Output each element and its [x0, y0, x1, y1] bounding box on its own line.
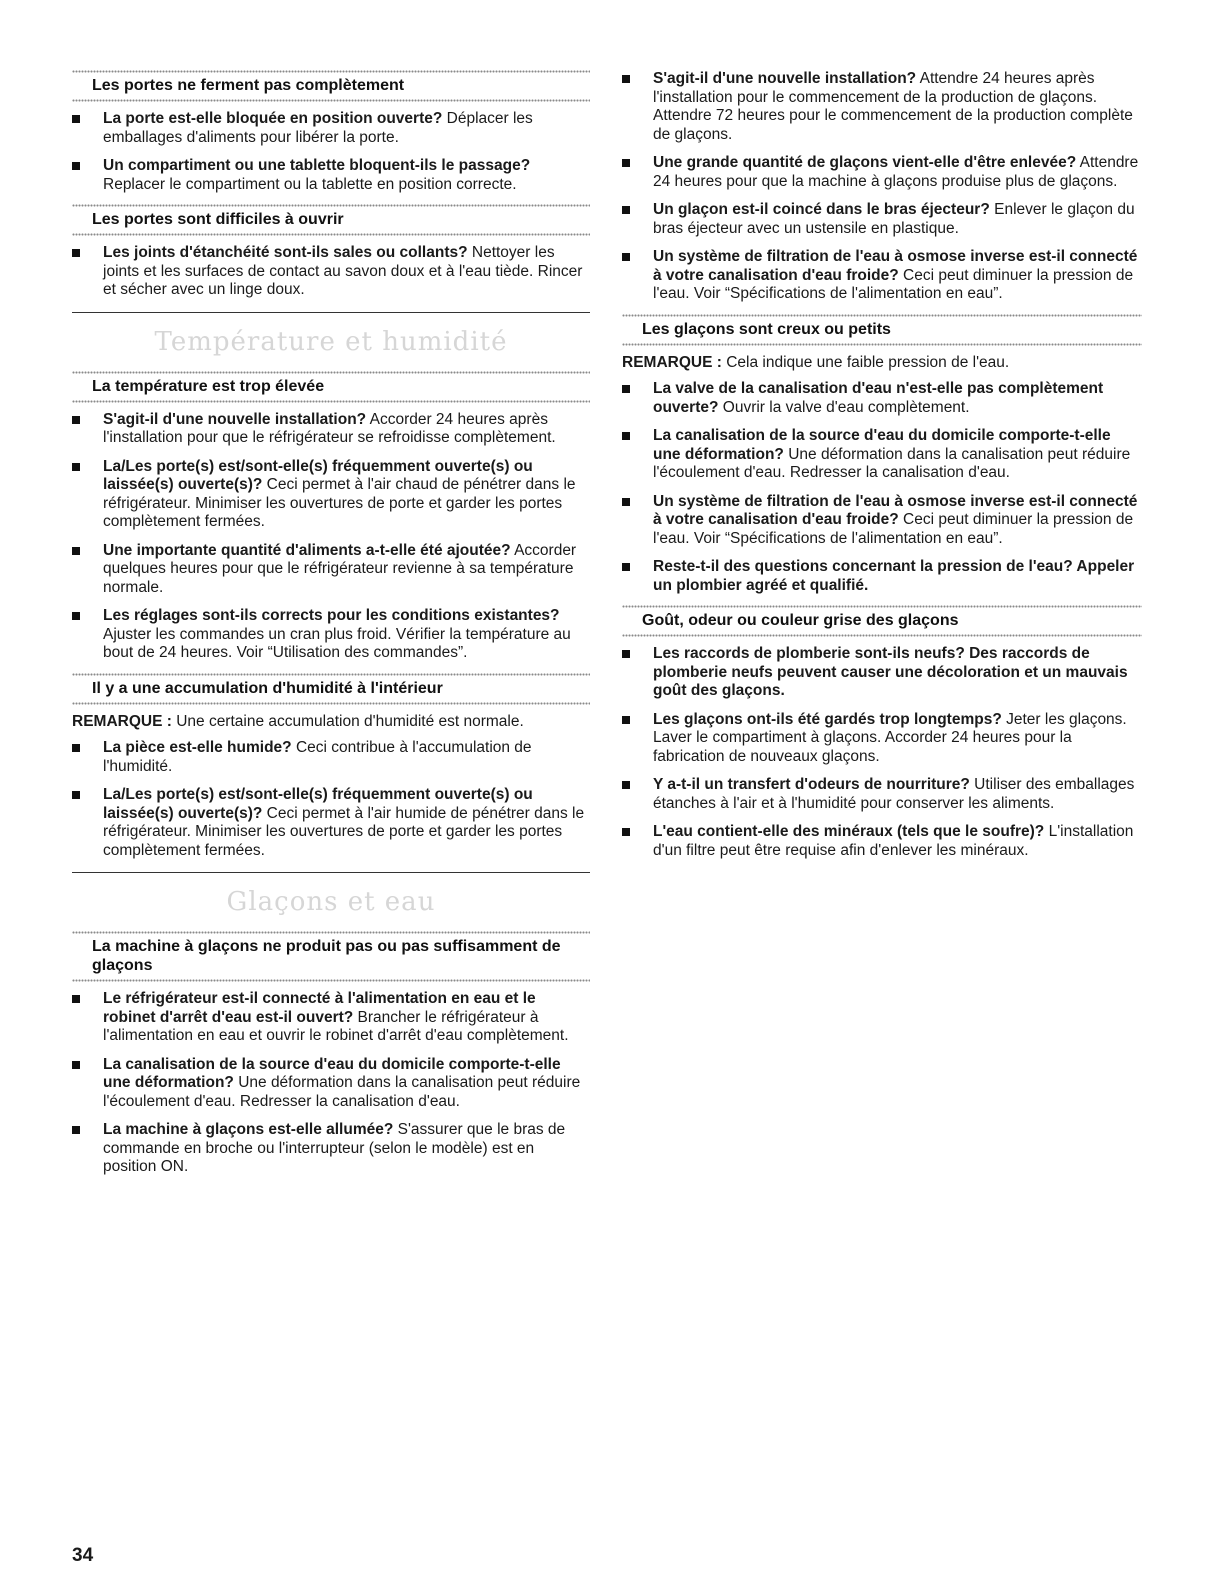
divider: [72, 979, 590, 982]
subheading-hollow-ice: Les glaçons sont creux ou petits: [642, 320, 891, 338]
list-item: L'eau contient-elle des minéraux (tels que le soufre)? L'installation d'un filtre peut être requise afin d'enlever les minéraux.: [622, 823, 1142, 860]
taste-list: [622, 645, 1142, 860]
list-item: Un système de filtration de l'eau à osmose inverse est-il connecté à votre canalisation d'eau froide? Ceci peut diminuer la pression de l'eau. Voir “Spécifications de l'alimentation en eau”.: [622, 493, 1142, 549]
list-item: La canalisation de la source d'eau du domicile comporte-t-elle une déformation? Une déformation dans la canalisation peut réduire l'écoulement d'eau. Redresser la canalisation d'eau.: [622, 427, 1142, 483]
list-item: Un compartiment ou une tablette bloquent-ils le passage? Replacer le compartiment ou la tablette en position correcte.: [72, 157, 590, 194]
subheading-ice-maker: La machine à glaçons ne produit pas ou pas suffisamment de glaçons: [92, 938, 561, 974]
doors-hard-open-list: [72, 244, 590, 300]
subheading-temp-high: La température est trop élevée: [92, 377, 325, 395]
list-item: Les réglages sont-ils corrects pour les conditions existantes? Ajuster les commandes un cran plus froid. Vérifier la température au bout de 24 heures. Voir “Utilisation des commandes”.: [72, 607, 590, 663]
list-item: La pièce est-elle humide? Ceci contribue à l'accumulation de l'humidité.: [72, 739, 590, 776]
right-column: [622, 70, 1142, 870]
list-item: Une grande quantité de glaçons vient-elle d'être enlevée? Attendre 24 heures pour que la machine à glaçons produise plus de glaçons.: [622, 154, 1142, 191]
divider: [622, 634, 1142, 637]
ice-maker-continued-list: [622, 70, 1142, 304]
humidity-list: [72, 739, 590, 860]
list-item: S'agit-il d'une nouvelle installation? Attendre 24 heures après l'installation pour le commencement de la production de glaçons. Attendre 72 heures pour le commencement de la production complète de glaçons.: [622, 70, 1142, 144]
ice-maker-list: [72, 990, 590, 1177]
temp-high-list: [72, 411, 590, 663]
page-number: 34: [72, 1545, 94, 1566]
divider: [72, 400, 590, 403]
divider: [72, 702, 590, 705]
list-item: Un glaçon est-il coincé dans le bras éjecteur? Enlever le glaçon du bras éjecteur avec un ustensile en plastique.: [622, 201, 1142, 238]
section-title-ice: Glaçons et eau: [226, 887, 436, 917]
divider: [72, 99, 590, 102]
section-title-temperature: Température et humidité: [154, 326, 508, 357]
hollow-ice-list: [622, 380, 1142, 595]
list-item: La canalisation de la source d'eau du domicile comporte-t-elle une déformation? Une déformation dans la canalisation peut réduire l'écoulement d'eau. Redresser la canalisation d'eau.: [72, 1056, 590, 1112]
doors-not-close-list: [72, 110, 590, 194]
list-item: La/Les porte(s) est/sont-elle(s) fréquemment ouverte(s) ou laissée(s) ouverte(s)? Ceci permet à l'air humide de pénétrer dans le réfrigérateur. Minimiser les ouvertures de porte et garder les portes complètement fermées.: [72, 786, 590, 860]
divider: [622, 343, 1142, 346]
subheading-humidity: Il y a une accumulation d'humidité à l'intérieur: [92, 679, 443, 697]
list-item: La machine à glaçons est-elle allumée? S'assurer que le bras de commande en broche ou l'interrupteur (selon le modèle) est en position ON.: [72, 1121, 590, 1177]
divider: [72, 233, 590, 236]
left-column: [72, 70, 590, 1187]
list-item: La valve de la canalisation d'eau n'est-elle pas complètement ouverte? Ouvrir la valve d'eau complètement.: [622, 380, 1142, 417]
list-item: Une importante quantité d'aliments a-t-elle été ajoutée? Accorder quelques heures pour que le réfrigérateur revienne à sa température normale.: [72, 542, 590, 598]
list-item: Reste-t-il des questions concernant la pression de l'eau? Appeler un plombier agréé et qualifié.: [622, 558, 1142, 595]
list-item: Y a-t-il un transfert d'odeurs de nourriture? Utiliser des emballages étanches à l'air et à l'humidité pour conserver les aliments.: [622, 776, 1142, 813]
subheading-taste: Goût, odeur ou couleur grise des glaçons: [642, 612, 959, 629]
list-item: Un système de filtration de l'eau à osmose inverse est-il connecté à votre canalisation d'eau froide? Ceci peut diminuer la pression de l'eau. Voir “Spécifications de l'alimentation en eau”.: [622, 248, 1142, 304]
section-rule: [72, 872, 590, 873]
list-item: Les joints d'étanchéité sont-ils sales ou collants? Nettoyer les joints et les surfaces de contact au savon doux et à l'eau tiède. Rincer et sécher avec un linge doux.: [72, 244, 590, 300]
list-item: S'agit-il d'une nouvelle installation? Accorder 24 heures après l'installation pour que le réfrigérateur se refroidisse complètement.: [72, 411, 590, 448]
subheading-doors-not-close: Les portes ne ferment pas complètement: [92, 77, 405, 94]
list-item: La/Les porte(s) est/sont-elle(s) fréquemment ouverte(s) ou laissée(s) ouverte(s)? Ceci permet à l'air chaud de pénétrer dans le réfrigérateur. Minimiser les ouvertures de porte et garder les portes complètement fermées.: [72, 458, 590, 532]
section-rule: [72, 312, 590, 313]
list-item: Le réfrigérateur est-il connecté à l'alimentation en eau et le robinet d'arrêt d'eau est-il ouvert? Brancher le réfrigérateur à l'alimentation en eau et ouvrir le robinet d'arrêt d'eau complètement.: [72, 990, 590, 1046]
list-item: La porte est-elle bloquée en position ouverte? Déplacer les emballages d'aliments pour libérer la porte.: [72, 110, 590, 147]
list-item: Les raccords de plomberie sont-ils neufs? Des raccords de plomberie neufs peuvent causer une décoloration et un mauvais goût des glaçons.: [622, 645, 1142, 701]
note: REMARQUE : Cela indique une faible pression de l'eau.: [622, 353, 1010, 371]
note: REMARQUE : Une certaine accumulation d'humidité est normale.: [72, 712, 524, 730]
list-item: Les glaçons ont-ils été gardés trop longtemps? Jeter les glaçons. Laver le compartiment à glaçons. Accorder 24 heures pour la fabrication de nouveaux glaçons.: [622, 711, 1142, 767]
subheading-doors-hard-open: Les portes sont difficiles à ouvrir: [92, 211, 344, 228]
